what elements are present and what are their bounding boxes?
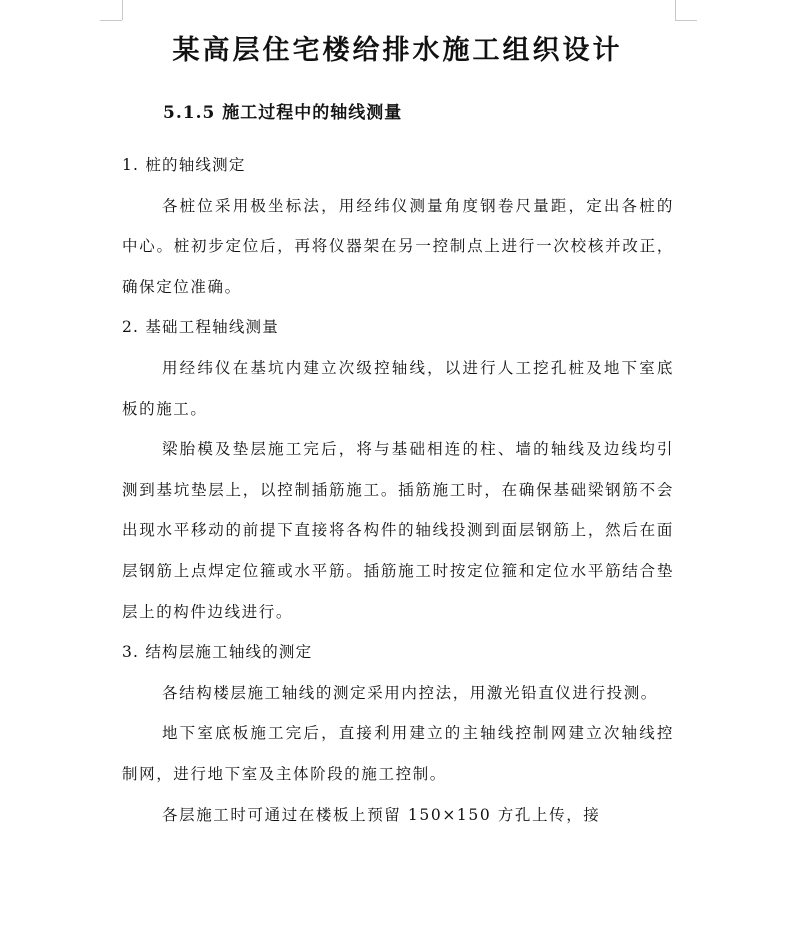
crop-mark-top-right bbox=[675, 0, 676, 20]
crop-mark-top-left bbox=[122, 0, 123, 20]
document-body bbox=[122, 145, 674, 835]
item-heading-2: 2. 基础工程轴线测量 bbox=[122, 318, 279, 337]
paragraph: 各桩位采用极坐标法，用经纬仪测量角度钢卷尺量距，定出各桩的中心。桩初步定位后，再将仪器架在另一控制点上进行一次校核并改正，确保定位准确。 bbox=[122, 196, 674, 296]
paragraph: 各层施工时可通过在楼板上预留 150×150 方孔上传，接 bbox=[162, 805, 601, 824]
paragraph: 梁胎模及垫层施工完后，将与基础相连的柱、墙的轴线及边线均引测到基坑垫层上，以控制插筋施工。插筋施工时，在确保基础梁钢筋不会出现水平移动的前提下直接将各构件的轴线投测到面层钢筋上，然后在面层钢筋上点焊定位箍或水平筋。插筋施工时按定位箍和定位水平筋结合垫层上的构件边线进行。 bbox=[122, 440, 674, 621]
crop-mark-top-right-h bbox=[675, 20, 697, 21]
page-title: 某高层住宅楼给排水施工组织设计 bbox=[172, 35, 623, 66]
item-heading-1: 1. 桩的轴线测定 bbox=[122, 156, 246, 174]
item-heading-3: 3. 结构层施工轴线的测定 bbox=[122, 643, 313, 662]
paragraph: 各结构楼层施工轴线的测定采用内控法，用激光铅直仪进行投测。 bbox=[162, 683, 658, 702]
paragraph: 用经纬仪在基坑内建立次级控轴线，以进行人工挖孔桩及地下室底板的施工。 bbox=[122, 358, 674, 418]
paragraph: 地下室底板施工完后，直接利用建立的主轴线控制网建立次轴线控制网，进行地下室及主体阶段的施工控制。 bbox=[122, 724, 674, 783]
crop-mark-top-left-h bbox=[100, 20, 122, 21]
section-heading: 5.1.5 施工过程中的轴线测量 bbox=[163, 103, 403, 123]
